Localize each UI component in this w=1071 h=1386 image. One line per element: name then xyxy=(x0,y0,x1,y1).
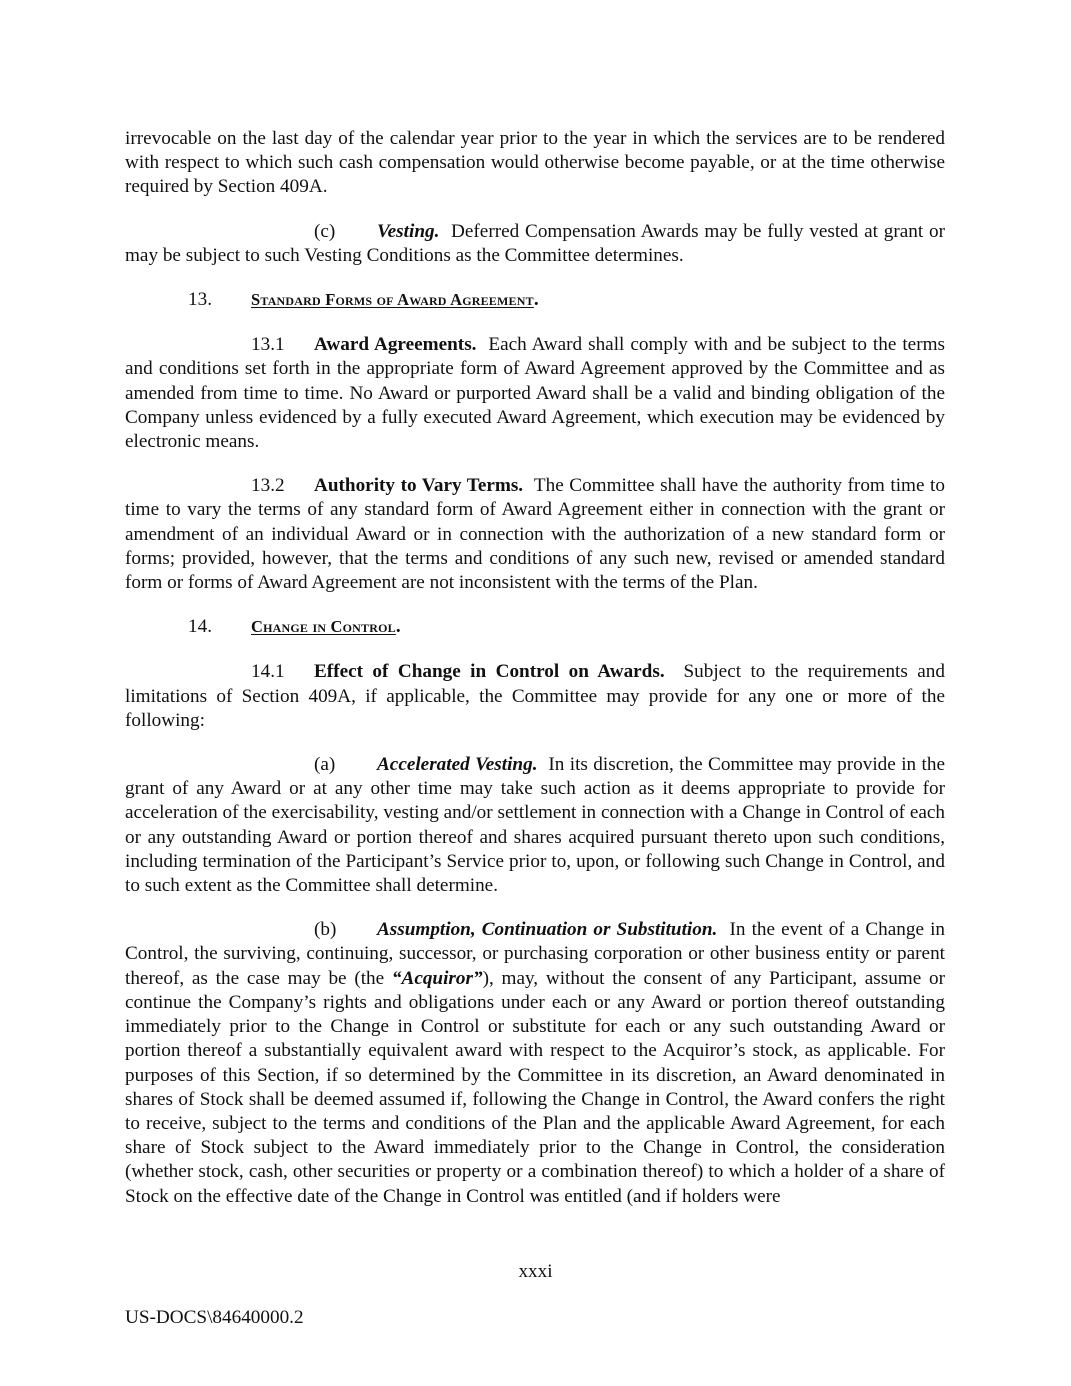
defined-term: “Acquiror” xyxy=(391,967,483,989)
continuation-text: irrevocable on the last day of the calendar year prior to the year in which the services are to be rendered with respect to which such cash compensation would otherwise become payable, or at the time otherwise required by Section 409A. xyxy=(125,128,945,198)
subsection-title: Effect of Change in Control on Awards. xyxy=(314,661,665,683)
paragraph-14-1b xyxy=(125,918,945,1208)
section-heading-14 xyxy=(125,615,945,639)
page-number: xxxi xyxy=(518,1261,553,1282)
subsection-text: Subject to the requirements and limitations of Section 409A, if applicable, the Committee may provide for any one or more of the following: xyxy=(125,661,945,731)
document-page xyxy=(125,127,945,1209)
paragraph-label: (b) xyxy=(314,919,337,941)
section-title: Change in Control xyxy=(251,617,396,637)
document-id: US-DOCS\84640000.2 xyxy=(125,1307,304,1328)
section-13-1 xyxy=(125,333,945,454)
section-title: Standard Forms of Award Agreement xyxy=(251,290,534,310)
subsection-number: 13.1 xyxy=(251,334,285,356)
continuation-paragraph xyxy=(125,127,945,200)
section-number: 13. xyxy=(188,289,212,311)
paragraph-title: Vesting. xyxy=(377,220,440,242)
section-punct: . xyxy=(533,289,539,311)
paragraph-label: (c) xyxy=(314,220,336,242)
paragraph-label: (a) xyxy=(314,754,336,776)
paragraph-text-end: ), may, without the consent of any Participant, assume or continue the Company’s rights and obligations under each or any Award or portion thereof outstanding immediately prior to the Change in Control or substitute for each or any such outstanding Award or portion thereof a substantially equivalent award with respect to the Acquiror’s stock, as applicable. For purposes of this Section, if so determined by the Committee in its discretion, an Award denominated in shares of Stock shall be deemed assumed if, following the Change in Control, the Award confers the right to receive, subject to the terms and conditions of the Plan and the applicable Award Agreement, for each share of Stock subject to the Award immediately prior to the Change in Control, the consideration (whether stock, cash, other securities or property or a combination thereof) to which a holder of a share of Stock on the effective date of the Change in Control was entitled (and if holders were xyxy=(125,967,945,1207)
subsection-title: Authority to Vary Terms. xyxy=(314,475,524,497)
paragraph-text: In its discretion, the Committee may provide in the grant of any Award or at any other time may take such action as it deems appropriate to provide for acceleration of the exercisability, vesting and/or settlement in connection with a Change in Control of each or any outstanding Award or portion thereof and shares acquired pursuant thereto upon such conditions, including termination of the Participant’s Service prior to, upon, or following such Change in Control, and to such extent as the Committee shall determine. xyxy=(125,754,945,897)
paragraph-12c xyxy=(125,220,945,268)
section-14-1 xyxy=(125,660,945,733)
paragraph-14-1a xyxy=(125,753,945,898)
section-heading-13 xyxy=(125,288,945,312)
section-punct: . xyxy=(395,616,401,638)
paragraph-title: Assumption, Continuation or Substitution. xyxy=(377,919,718,941)
section-13-2 xyxy=(125,474,945,595)
paragraph-title: Accelerated Vesting. xyxy=(377,754,538,776)
subsection-text: Each Award shall comply with and be subject to the terms and conditions set forth in the appropriate form of Award Agreement approved by the Committee and as amended from time to time. No Award or purported Award shall be a valid and binding obligation of the Company unless evidenced by a fully executed Award Agreement, which execution may be evidenced by electronic means. xyxy=(125,334,945,453)
subsection-text: The Committee shall have the authority from time to time to vary the terms of any standard form of Award Agreement either in connection with the grant or amendment of an individual Award or in connection with the authorization of a new standard form or forms; provided, however, that the terms and conditions of any such new, revised or amended standard form or forms of Award Agreement are not inconsistent with the terms of the Plan. xyxy=(125,475,945,594)
paragraph-text-start: In the event of a Change in Control, the surviving, continuing, successor, or purchasing corporation or other business entity or parent thereof, as the case may be (the xyxy=(125,919,945,989)
subsection-title: Award Agreements. xyxy=(314,334,477,356)
paragraph-text: Deferred Compensation Awards may be fully vested at grant or may be subject to such Vesting Conditions as the Committee determines. xyxy=(125,220,945,266)
subsection-number: 13.2 xyxy=(251,475,285,497)
section-number: 14. xyxy=(188,616,212,638)
subsection-number: 14.1 xyxy=(251,661,285,683)
